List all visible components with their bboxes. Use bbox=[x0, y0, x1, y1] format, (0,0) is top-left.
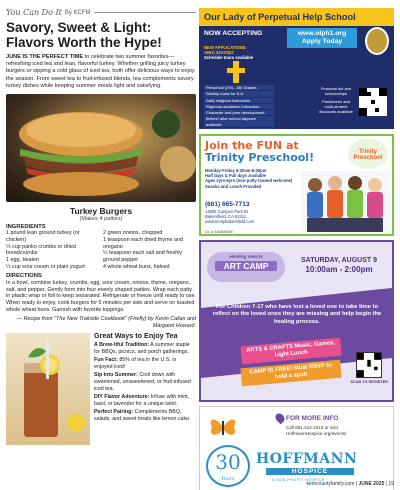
art-camp-ad[interactable] bbox=[199, 240, 394, 402]
qr-code-icon[interactable] bbox=[356, 352, 382, 378]
hours-line: Snacks and Lunch Provided bbox=[205, 183, 262, 189]
page-footer: kerncountyfamily.com | JUNE 2025 | 19 bbox=[306, 481, 394, 487]
camp-date bbox=[289, 256, 389, 274]
recipe-title: Turkey Burgers bbox=[69, 206, 133, 217]
preschool-title-b: Trinity Preschool! bbox=[205, 151, 315, 164]
tea-tip bbox=[94, 372, 196, 392]
camp-message: For Children 7-17 who have lost a loved one to take time to reflect on the loved ones they are missing and help begin the healing process. bbox=[212, 304, 382, 325]
ingredient: 4 whole wheat buns, halved bbox=[103, 264, 170, 270]
new-applications bbox=[204, 45, 253, 60]
financial-text: Financial aid and scholarships bbox=[320, 86, 352, 96]
hospice-tagline: A NON-PROFIT HOSPICE bbox=[272, 478, 325, 482]
preschool-ad[interactable] bbox=[199, 134, 394, 236]
new-apps-label: NEW APPLICATIONS bbox=[204, 45, 246, 50]
address-line: Bakersfield, CA 93311 bbox=[205, 214, 247, 220]
article-title: Savory, Sweet & Light: Flavors Worth the Hype! bbox=[6, 20, 162, 50]
article-intro bbox=[6, 54, 196, 90]
tea-section bbox=[6, 333, 196, 445]
direction-step: When ready to enjoy, cook burgers for 6 minutes per side and serve on toasted whole wheat buns. Garnish with favorite toppings. bbox=[6, 300, 195, 313]
hospice-word: HOSPICE bbox=[266, 468, 354, 475]
tea-tip bbox=[94, 409, 196, 422]
tea-tip-text: 85% of tea in the U.S. is enjoyed iced! bbox=[94, 357, 177, 370]
hospice-contact[interactable]: Call 661.410.1010 or visit HoffmannHospice.org/events/ bbox=[286, 425, 347, 436]
hospice-ad[interactable] bbox=[199, 406, 394, 490]
ingredients-left bbox=[6, 230, 99, 271]
school-features bbox=[204, 85, 274, 129]
qr-code-icon[interactable] bbox=[359, 88, 387, 116]
hours-line: Monday-Friday 6:30am-6:00pm bbox=[205, 168, 267, 173]
direction-step: In a bowl, combine turkey, crumbs, egg, sour cream, onions, thyme, oregano, salt, and pepper. Gently form into four evenly shaped patties. Wrap each patty in plastic wrap or foil to keep separated. Refrigerate or freeze until ready to use. bbox=[6, 279, 196, 300]
tea-tip-label: Sip into Summer: bbox=[94, 372, 138, 379]
tea-tip bbox=[94, 394, 196, 407]
preschool-website[interactable]: www.trinitybakersfield.com bbox=[205, 219, 255, 225]
ingredient: ⅓ cup panko crumbs or dried breadcrumbs bbox=[6, 243, 76, 257]
address-line: 11500 Campus Park Dr bbox=[205, 209, 249, 214]
more-info: FOR MORE INFO bbox=[286, 415, 339, 422]
cross-icon-bar bbox=[227, 68, 245, 73]
tea-tip-label: Perfect Pairing: bbox=[94, 409, 134, 416]
years-number: 30 bbox=[215, 450, 241, 474]
scan-to-register: SCAN TO REGISTER bbox=[350, 380, 388, 384]
ingredient: ½ teaspoon each salt and freshly ground pepper bbox=[103, 250, 183, 264]
feature-item: Before/ after school daycare available bbox=[204, 116, 274, 127]
trinity-logo: Trinity Preschool bbox=[348, 139, 388, 169]
ingredient: ¼ cup sour cream or plain yogurt bbox=[6, 264, 85, 270]
ads-column bbox=[199, 8, 394, 490]
kicker bbox=[6, 8, 196, 17]
tea-tip bbox=[94, 342, 196, 355]
preschool-phone[interactable]: (661) 665-7713 bbox=[205, 201, 250, 208]
feature-item: Weekly mass for K-8 bbox=[204, 91, 274, 96]
preschool-license: LIC # 153800005 bbox=[205, 230, 233, 234]
hours-line: Ages 2yrs-6yrs (non-potty trained welcome) bbox=[205, 178, 293, 184]
badge-top: Healing Hearts bbox=[229, 255, 263, 260]
article-column bbox=[6, 8, 196, 445]
feature-item: Rigorous academic instruction bbox=[204, 104, 274, 109]
ingredients-list bbox=[6, 230, 196, 271]
children-photo bbox=[301, 171, 391, 233]
school-phone: 1661) 323-0022 bbox=[204, 50, 234, 55]
years-word: Years bbox=[221, 476, 235, 482]
ingredients-heading: INGREDIENTS bbox=[6, 224, 46, 231]
school-ad[interactable] bbox=[199, 8, 394, 129]
directions bbox=[6, 280, 196, 314]
footer-site[interactable]: kerncountyfamily.com bbox=[306, 481, 355, 487]
school-seal-icon bbox=[365, 27, 389, 55]
preschool-title-a: Join the FUN at bbox=[205, 139, 299, 152]
feature-item: Character and peer development bbox=[204, 110, 274, 115]
camp-day: SATURDAY, AUGUST 9 bbox=[301, 257, 377, 264]
recipe-yield: (Makes 4 patties) bbox=[79, 216, 123, 223]
intro-body: to celebrate two summer favorites—refreshing iced tea and lean, flavorful turkey. Whether grilling juicy turkey burgers or sipping a cold glass of iced tea, both offer delicious ways to enjoy the season. From sweet tea to fruit-infused blends, tea complements savory turkey dishes while keeping summer meals light and satisfying. bbox=[6, 54, 195, 89]
tea-tip-text: Infuse with mint, basil, or lavender for a unique twist. bbox=[94, 394, 190, 407]
tea-tips bbox=[94, 333, 196, 445]
camp-activities: ARTS & CRAFTS Music, Games, Light Lunch bbox=[240, 338, 341, 364]
tea-tip-label: A Brew-tiful Tradition: bbox=[94, 341, 150, 348]
preschool-hours bbox=[205, 168, 292, 189]
kicker-divider bbox=[94, 12, 196, 13]
school-tours: Schedule tours available bbox=[204, 55, 254, 60]
tea-tip-text: Cool down with sweetened, unsweetened, or fruit-infused iced tea. bbox=[94, 372, 191, 392]
footer-page: 19 bbox=[388, 481, 394, 487]
hospice-name: HOFFMANN bbox=[256, 451, 358, 467]
ingredient: 1 teaspoon each dried thyme and oregano bbox=[103, 236, 184, 250]
camp-time: 10:00am - 2:00pm bbox=[305, 265, 373, 274]
feature-item: Preschool (2½) - 8th Grades bbox=[204, 85, 274, 90]
school-website[interactable]: www.olph1.org bbox=[297, 30, 347, 37]
tea-heading: Great Ways to Enjoy Tea bbox=[94, 331, 178, 341]
butterfly-icon bbox=[208, 413, 238, 441]
camp-free: CAMP IS FREE! Must RSVP to hold a spot! bbox=[240, 360, 341, 386]
iced-tea-photo bbox=[6, 333, 90, 445]
kicker-title: You Can Do It bbox=[6, 8, 62, 17]
preschool-address bbox=[205, 209, 254, 225]
school-ad-title: Our Lady of Perpetual Help School bbox=[199, 8, 394, 26]
apply-today[interactable]: Apply Today bbox=[301, 37, 343, 45]
ingredients-right bbox=[103, 230, 196, 271]
location-pin-icon bbox=[274, 412, 287, 425]
turkey-burger-photo bbox=[6, 94, 196, 202]
feature-item bbox=[204, 128, 274, 129]
recipe-credit: — Recipe from "The New Trailside Cookbook" (Firefly) by Kevin Callan and Margaret Howard. bbox=[16, 315, 196, 329]
tea-tip-text: A summer staple for BBQs, picnics, and porch gatherings. bbox=[94, 341, 190, 355]
tea-tip-label: Fun Fact: bbox=[94, 357, 118, 364]
footer-issue: JUNE 2025 bbox=[358, 481, 385, 487]
art-camp-badge bbox=[207, 252, 285, 282]
anniversary-badge bbox=[206, 445, 250, 487]
tea-tip-text: Complements BBQ, salads, and sweet treats like lemon cake. bbox=[94, 409, 191, 422]
financial-aid bbox=[319, 86, 353, 114]
school-website-box[interactable] bbox=[287, 28, 357, 48]
ingredient: 1 pound lean ground turkey (or chicken) bbox=[6, 230, 80, 243]
discount-text: Parishioner and multi-student discounts available bbox=[319, 99, 353, 114]
kicker-byline: By KCFM bbox=[64, 9, 91, 16]
tea-tip bbox=[94, 357, 196, 370]
feature-item: Daily religious instruction bbox=[204, 98, 274, 103]
tea-tip-label: DIY Flavor Adventure: bbox=[94, 394, 150, 401]
now-accepting: NOW ACCEPTING bbox=[204, 30, 263, 37]
hours-line: Half days & Full days available bbox=[205, 173, 266, 179]
ingredient: 1 egg, beaten bbox=[6, 257, 39, 264]
directions-heading: DIRECTIONS bbox=[6, 272, 42, 279]
badge-bottom: ART CAMP bbox=[215, 261, 277, 271]
ingredient: 2 green onions, chopped bbox=[103, 230, 163, 237]
intro-lead: JUNE IS THE PERFECT TIME bbox=[6, 54, 84, 60]
